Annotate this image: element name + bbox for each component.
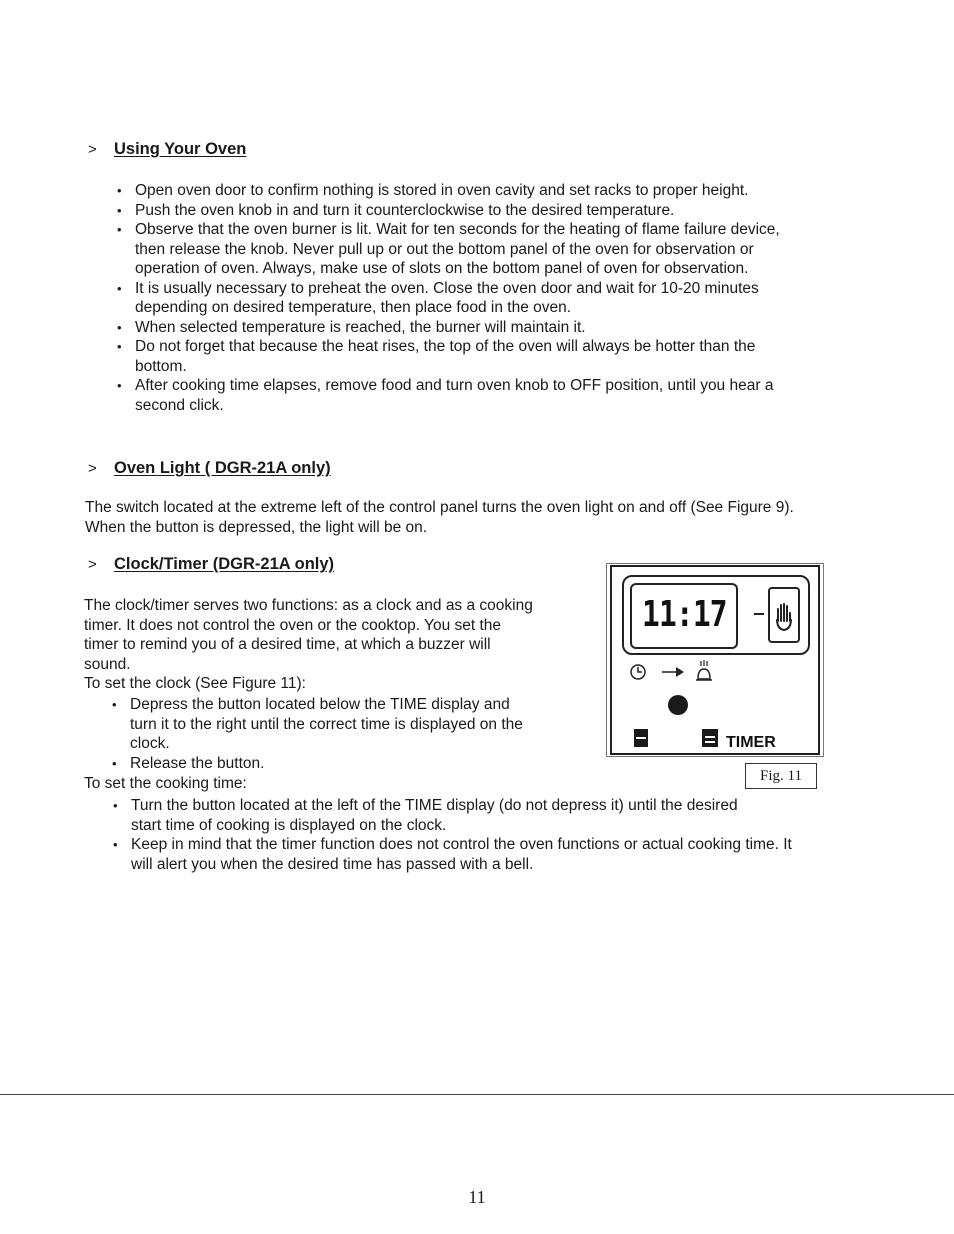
arrow-bullet-icon: > [88, 460, 97, 477]
using-oven-list [135, 181, 825, 415]
figure-caption: Fig. 11 [745, 763, 817, 789]
list-item: • Keep in mind that the timer function does not control the oven functions or actual cooking time. It will alert you when the desired time has passed with a bell. [131, 835, 811, 874]
clock-heading: To set the clock (See Figure 11): [84, 675, 306, 692]
oven-light-text: The switch located at the extreme left of the control panel turns the oven light on and off (See Figure 9). When the button is depressed, the light will be on. [85, 499, 794, 536]
oven-light-icon [632, 727, 652, 751]
footer-rule [0, 1094, 954, 1095]
arrow-bullet-icon: > [88, 141, 97, 158]
arrow-bullet-icon: > [88, 556, 97, 573]
clock-timer-intro: The clock/timer serves two functions: as a clock and as a cooking timer. It does not control the oven or the cooktop. You set the timer to remind you of a desired time, at which a buzzer will sound. [84, 597, 533, 673]
clock-steps-list [130, 695, 525, 773]
list-item: • Do not forget that because the heat rises, the top of the oven will always be hotter than the bottom. [135, 337, 805, 376]
clock-display [630, 583, 738, 649]
dash-divider [754, 613, 764, 615]
clock-timer-figure [610, 565, 820, 755]
list-item: • Depress the button located below the TIME display and turn it to the right until the correct time is displayed on the clock. [130, 695, 525, 754]
list-item: • After cooking time elapses, remove food and turn oven knob to OFF position, until you hear a second click. [135, 376, 795, 415]
list-item: • Open oven door to confirm nothing is stored in oven cavity and set racks to proper height. [135, 181, 825, 201]
oven-icon [700, 727, 722, 751]
clock-reading: 11:17 [642, 594, 727, 635]
section-title: Using Your Oven [114, 140, 247, 158]
list-item: • Release the button. [130, 754, 525, 774]
list-item: • Turn the button located at the left of the TIME display (do not depress it) until the desired start time of cooking is displayed on the clock. [131, 796, 771, 835]
section-heading-clock-timer [88, 555, 334, 575]
list-item: • Push the oven knob in and turn it counterclockwise to the desired temperature. [135, 201, 825, 221]
section-title: Clock/Timer (DGR-21A only) [114, 555, 335, 573]
section-heading-oven-light [88, 459, 331, 479]
cook-heading: To set the cooking time: [84, 775, 247, 792]
page-number: 11 [468, 1187, 486, 1207]
timer-label: TIMER [726, 734, 776, 751]
clock-to-bell-icons [628, 659, 728, 685]
bell-icon [696, 660, 712, 680]
list-item: • Observe that the oven burner is lit. Wait for ten seconds for the heating of flame failure device, then release the knob. Never pull up or out the bottom panel of the oven for observation or operation of oven. Always, make use of slots on the bottom panel of oven for observation. [135, 220, 807, 279]
clock-icon [631, 665, 645, 679]
timer-button [768, 587, 800, 643]
hand-icon [770, 589, 798, 641]
arrow-right-icon [662, 667, 684, 677]
display-frame [622, 575, 810, 655]
control-knob [668, 695, 688, 715]
section-heading-using-oven [88, 140, 246, 160]
cook-steps-list [131, 796, 811, 874]
list-item: • It is usually necessary to preheat the oven. Close the oven door and wait for 10-20 minutes depending on desired temperature, then place food in the oven. [135, 279, 775, 318]
list-item: • When selected temperature is reached, the burner will maintain it. [135, 318, 825, 338]
section-title: Oven Light ( DGR-21A only) [114, 459, 331, 477]
